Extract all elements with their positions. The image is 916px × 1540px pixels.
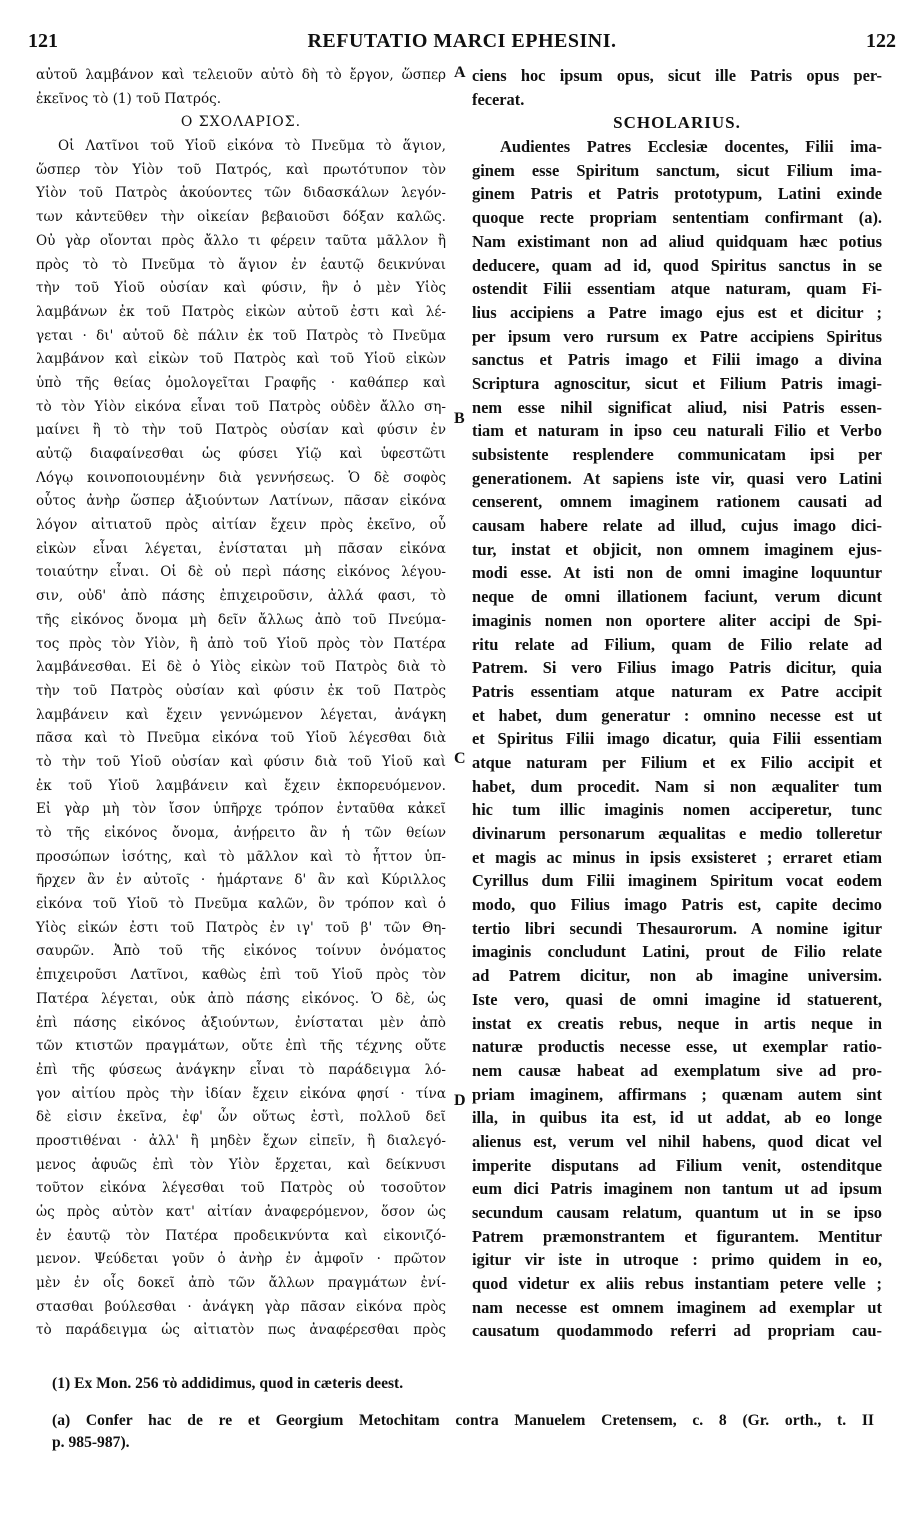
latin-heading: SCHOLARIUS. (613, 113, 741, 133)
greek-text-line: οὗτος ἀνὴρ ὥσπερ ἀξιούντων Λατίνων, πᾶσαν εἰκόνα (36, 493, 446, 510)
latin-text-line: divinarum personarum æqualitas e medio tolleretur (472, 824, 882, 843)
latin-text-line: et Spiritus Filii imago dicatur, quia Filii essentiam (472, 729, 882, 749)
latin-text-line: ginem esse Spiritum sanctum, sicut Filium ima- (472, 160, 882, 180)
latin-text-line: et magis ac minus in ipsis exsisteret ; erraret etiam (472, 847, 882, 867)
footnote-1-text: (1) Ex Mon. 256 τὸ addidimus, quod in cæteris deest. (52, 1375, 404, 1392)
latin-text-line: Nam existimant non ad aliud quidquam hæc potius (472, 231, 882, 251)
greek-text-line: λόγον αἰτιατοῦ πρὸς αἰτίαν ἔχειν πρὸς ἐκεῖνο, οὗ (36, 517, 446, 534)
greek-text-line: τοῦτον εἰκόνα λέγεσθαι τοῦ Πατρὸς οὐ τοσοῦτον (36, 1180, 446, 1197)
latin-text-line: generationem. At sapiens iste vir, quasi vero Latini (472, 468, 882, 488)
greek-text-line: ἐπιχειροῦσι Λατῖνοι, καθὼς ἐπὶ τοῦ Υἱοῦ πρὸς τὸν (36, 967, 446, 984)
greek-text-line: ὑπὸ τῆς θείας ὁμολογεῖται Γραφῆς · καθάπερ καὶ (36, 374, 446, 391)
footnote-a-line: p. 985-987). (52, 1434, 130, 1451)
greek-text-line: ὡς πρὸς αὐτὸν κατ' αἰτίαν ἀναφερόμενον, ὅσον ὡς (36, 1204, 446, 1220)
latin-text-line: Patrem. Si vero Filius imago Patris dicitur, quia (472, 658, 882, 678)
latin-text-line: habet, dum procedit. Nam si non æqualiter tum (472, 776, 882, 796)
latin-text-line: imaginis nomen non oportere aliter accipi de Spi- (472, 610, 882, 630)
latin-text-line: alienus est, verum vel nihil habens, quod dicat vel (472, 1131, 882, 1151)
latin-text-line: hic tum illic imaginis nomen acciperetur, tunc (472, 800, 882, 820)
latin-text-line: et habet, dum generatur : omnino necesse est ut (472, 705, 882, 725)
margin-mark-c: C (454, 750, 466, 767)
margin-mark-a: A (454, 64, 466, 81)
greek-text-line: μενος ἀφυῶς ἐπὶ τὸν Υἱὸν ἔρχεται, καὶ δείκνυσι (36, 1156, 446, 1173)
latin-text-line: imaginis concludunt Latini, prout de Filio relate (472, 942, 882, 962)
latin-text-line: deducere, quam ad id, quod Spiritus sanctus in se (472, 255, 882, 275)
page-number-left: 121 (28, 30, 58, 52)
latin-text-line: Patrem præmonstrantem et figurantem. Mentitur (472, 1226, 882, 1246)
latin-text-line: priam imaginem, affirmans ; quænam autem sint (472, 1084, 882, 1104)
greek-text-line: τὸ παράδειγμα ὡς αἰτιατὸν πως ἀναφέρεσθαι πρὸς (36, 1322, 446, 1339)
latin-intro-line: fecerat. (472, 89, 525, 109)
greek-text-line: των κἀντεῦθεν τὴν οἰκείαν βεβαιοῦσι δόξαν καλῶς. (36, 209, 446, 226)
latin-text-line: secundum causam relatum, quantum ut in se ipso (472, 1203, 882, 1222)
greek-text-line: προστιθέναι · ἀλλ' ἢ μηδὲν ἔχων εἰπεῖν, ἢ διαλεγό- (36, 1132, 446, 1149)
greek-text-line: Εἰ γὰρ μὴ τὸν ἴσον ὑπῆρχε τρόπον ἐνταῦθα κἀκεῖ (36, 801, 446, 818)
greek-text-line: τὸ τὴν τοῦ Υἱοῦ οὐσίαν καὶ φύσιν διὰ τοῦ Υἱοῦ καὶ (36, 753, 446, 770)
greek-text-line: Υἱὸν τοῦ Πατρὸς ἀκούοντες τῶν διδασκάλων λεγόν- (36, 185, 446, 202)
greek-text-line: μενον. Ψεύδεται γοῦν ὁ ἀνὴρ ἐν ἀμφοῖν · πρῶτον (36, 1251, 446, 1268)
latin-text-line: quod videtur ex aliis rebus instantiam petere velle ; (472, 1274, 882, 1294)
latin-text-line: sanctus et Patris imago et Filii imago a divina (472, 350, 882, 370)
latin-text-line: nem esse nihil significat aliud, nisi Patris essen- (472, 397, 882, 417)
greek-text-line: εἰκόνα τοῦ Υἱοῦ τὸ Πνεῦμα καλῶν, ὃν τρόπον καὶ ὁ (36, 896, 446, 913)
latin-text-line: tiam et naturam in ipso ceu naturali Filio et Verbo (472, 421, 882, 441)
latin-column (472, 64, 882, 1343)
latin-text-line: Audientes Patres Ecclesiæ docentes, Filii ima- (500, 137, 882, 157)
greek-text-line: στασθαι βούλεσθαι · ἀνάγκη γὰρ πᾶσαν εἰκόνα πρὸς (36, 1298, 446, 1315)
latin-text-line: Iste vero, quasi de omni imagine id statuerent, (472, 989, 882, 1009)
greek-text-line: τὴν τοῦ Υἱοῦ οὐσίαν καὶ φύσιν, ἣν ὁ μὲν Υἱὸς (36, 280, 446, 297)
greek-text-line: γεται · δι' αὐτοῦ δὲ πάλιν ἐκ τοῦ Πατρὸς τὸ Πνεῦμα (36, 327, 446, 344)
latin-text-line: Scriptura agnoscitur, sicut et Filium Patris imagi- (472, 373, 882, 393)
latin-text-line: igitur vir iste in utroque : primo quidem in eo, (472, 1250, 882, 1270)
greek-text-line: Πατέρα λέγεται, οὐκ ἀπὸ πάσης εἰκόνος. Ὁ δὲ, ὡς (36, 990, 446, 1007)
latin-text-line: tertio libri secundi Thesaurorum. A nomine igitur (472, 918, 882, 938)
latin-text-line: Cyrillus dum Filii imaginem Spiritum vocat eodem (472, 871, 882, 891)
greek-text-line: ὥσπερ τὸν Υἱὸν τοῦ Πατρός, καὶ πρωτότυπον τὸν (36, 161, 446, 178)
latin-text-line: instat ex creatis rebus, neque in artis neque in (472, 1013, 882, 1033)
latin-text-line: causatum quodammodo referri ad propriam cau- (472, 1321, 882, 1341)
greek-text-line: μαίνει ἢ τὸ τὴν τοῦ Πατρὸς οὐσίαν καὶ φύσιν ἐν (36, 422, 446, 439)
latin-text-line: tur, instat et objicit, non omnem imaginem ejus- (472, 539, 882, 559)
latin-text-line: ad Patrem dicitur, non ab imagine universim. (472, 966, 882, 986)
greek-text-line: τῆς εἰκόνος ὄνομα μὴ δεῖν ἄλλως ἀπὸ τοῦ Πνεύμα- (36, 611, 446, 628)
latin-text-line: eum dici Patris imaginem non tantum ut ad ipsum (472, 1179, 882, 1199)
latin-text-line: per ipsum vero rursum ex Patre accipiens Spiritus (472, 326, 882, 346)
latin-text-line: subsistente resplendere communicatam ipsi per (472, 445, 882, 464)
running-header (28, 30, 896, 60)
footnote-1 (52, 1373, 892, 1395)
greek-text-line: προσώπων ἰσότης, καὶ τὸ μᾶλλον καὶ τὸ ἧττον ὑπ- (36, 848, 446, 865)
greek-text-line: ἐπὶ τῆς φύσεως ἀνάγκην εἶναι τὸ παράδειγμα λό- (36, 1061, 446, 1078)
greek-text-line: τῶν κτιστῶν πραγμάτων, οὔτε ἐπὶ τῆς τέχνης οὔτε (36, 1038, 446, 1055)
greek-text-line: εἰκὼν εἶναι λέγεται, ἐνίσταται μὴ πᾶσαν εἰκόνα (36, 540, 446, 557)
latin-text-line: naturæ productis necesse esse, ut exemplar ratio- (472, 1037, 882, 1057)
page-number-right: 122 (866, 30, 896, 52)
latin-text-line: nam necesse est omnem imaginem ad exemplar ut (472, 1297, 882, 1317)
latin-text-line: modo, quo Filius imago Patris est, capite decimo (472, 895, 882, 915)
latin-text-line: lius accipiens a Patre imago ejus est et dicitur ; (472, 302, 882, 322)
latin-text-line: neque de omni illationem faciunt, verum dicunt (472, 587, 882, 607)
greek-text-line: τὸ τὸν Υἱὸν εἰκόνα εἶναι τοῦ Πατρὸς οὐδὲν ἄλλο ση- (36, 398, 446, 415)
greek-text-line: λαμβάνεσθαι. Εἰ δὲ ὁ Υἱὸς εἰκὼν τοῦ Πατρὸς διὰ τὸ (36, 659, 446, 676)
greek-text-line: λαμβάνειν καὶ ἔχειν γεννώμενον λέγεται, ἀνάγκη (36, 706, 446, 723)
greek-text-line: σιν, οὐδ' ἀπὸ πάσης ἐπιχειροῦσιν, ἀλλά φασι, τὸ (36, 588, 446, 605)
footnote-a (52, 1410, 874, 1454)
greek-text-line: ἐν ἑαυτῷ τὸν Πατέρα προδεικνύντα καὶ εἰκονιζό- (36, 1227, 446, 1244)
greek-text-line: Υἱὸς εἰκών ἐστι τοῦ Πατρὸς ἐν ιγ' τοῦ β' τῶν Θη- (36, 919, 446, 936)
greek-text-line: ἐπὶ πάσης εἰκόνος ἀξιούντων, ἐνίσταται μὲν ἀπὸ (36, 1014, 446, 1031)
greek-text-line: τὸ τῆς εἰκόνος ὄνομα, ἀνῄρειτο ἂν ἡ τῶν θείων (36, 825, 446, 841)
greek-text-line: Οἱ Λατῖνοι τοῦ Υἱοῦ εἰκόνα τὸ Πνεῦμα τὸ ἅγιον, (58, 138, 446, 155)
latin-text-line: censerent, omnem imaginem rationem causati ad (472, 492, 882, 512)
latin-intro-line: ciens hoc ipsum opus, sicut ille Patris opus per- (472, 66, 882, 85)
greek-text-line: Λόγῳ κοινοποιουμένην διὰ γεννήσεως. Ὁ δὲ σοφὸς (36, 469, 446, 486)
greek-text-line: ἐκ τοῦ Υἱοῦ λαμβάνειν καὶ ἔχειν ἐκπορευόμενον. (36, 777, 446, 794)
running-title: REFUTATIO MARCI EPHESINI. (307, 30, 617, 52)
greek-intro-line: ἐκεῖνος τὸ (1) τοῦ Πατρός. (36, 90, 222, 107)
greek-text-line: λαμβάνων ἐκ τοῦ Πατρὸς εἰκὼν αὐτοῦ ἐστι καὶ λέ- (36, 303, 446, 320)
greek-column (36, 64, 446, 1343)
greek-text-line: Οὐ γὰρ οἴονται πρὸς ἄλλο τι φέρειν ταῦτα μᾶλλον ἢ (36, 232, 446, 249)
greek-text-line: ῆρχεν ἂν ἐν αὐτοῖς · ἡμάρτανε δ' ἂν καὶ Κύριλλος (36, 872, 446, 889)
latin-text-line: modi esse. At isti non de omni imagine loquuntur (472, 563, 882, 583)
greek-text-line: τοιαύτην εἶναι. Οἱ δὲ οὐ περὶ πάσης εἰκόνος λέγου- (36, 564, 446, 581)
latin-text-line: illa, in quibus ita est, id ut addat, ab eo longe (472, 1108, 882, 1128)
latin-text-line: ginem Patris et Patris prototypum, Latini exinde (472, 184, 882, 204)
margin-mark-b: B (454, 410, 465, 427)
greek-text-line: πρὸς τὸ τὸ Πνεῦμα τὸ ἅγιον ἐν ἑαυτῷ δεικνύναι (36, 256, 446, 273)
greek-text-line: γον αἰτίου πρὸς τὴν ἰδίαν ἔχειν εἰκόνα φησί · τίνα (36, 1085, 446, 1102)
margin-mark-d: D (454, 1092, 466, 1109)
greek-heading: Ο ΣΧΟΛΑΡΙΟΣ. (180, 114, 302, 131)
latin-text-line: atque naturam per Filium et ex Filio accipit et (472, 752, 882, 772)
greek-text-line: τὴν τοῦ Πατρὸς οὐσίαν καὶ φύσιν ἐκ τοῦ Πατρὸς (36, 682, 446, 699)
greek-text-line: τος πρὸς τὸν Υἱὸν, ἢ ἀπὸ τοῦ Υἱοῦ πρὸς τὸν Πατέρα (36, 635, 446, 652)
greek-text-line: αὐτῷ διαφαίνεσθαι ὡς φύσει Υἱῷ καὶ ὑφεστῶτι (36, 446, 446, 462)
greek-text-line: μὲν ἐν οἷς δοκεῖ ἀπὸ τῶν ἄλλων πραγμάτων ἐνί- (36, 1275, 446, 1292)
footnote-a-line: (a) Confer hac de re et Georgium Metochitam contra Manuelem Cretensem, c. 8 (Gr. orth., t. II (52, 1412, 874, 1429)
greek-intro-line: αὐτοῦ λαμβάνον καὶ τελειοῦν αὐτὸ δὴ τὸ ἔργον, ὥσπερ (36, 67, 446, 83)
greek-text-line: πᾶσα καὶ τὸ Πνεῦμα εἰκόνα τοῦ Υἱοῦ λέγεσθαι διὰ (36, 730, 446, 747)
latin-text-line: ostendit Filii essentiam atque naturam, quam Fi- (472, 279, 882, 299)
latin-text-line: nem causæ habeat ad exemplatum sive ad pro- (472, 1060, 882, 1080)
latin-text-line: Patris essentiam atque naturam ex Patre accipit (472, 681, 882, 701)
latin-text-line: imperite disputans ad Filium venit, ostenditque (472, 1155, 882, 1175)
latin-text-line: causam habere relate ad illud, cujus imago dici- (472, 516, 882, 536)
greek-text-line: σαυρῶν. Ἀπὸ τοῦ τῆς εἰκόνος τοίνυν ὀνόματος (36, 943, 446, 960)
latin-text-line: ritu relate ad Filium, quam de Filio relate ad (472, 634, 882, 654)
latin-text-line: quoque recte propriam sententiam confirmant (a). (472, 208, 882, 228)
greek-text-line: δὲ εἰσιν ἐκεῖνα, ἐφ' ὧν οὕτως ἐστὶ, πολλοῦ δεῖ (36, 1109, 446, 1126)
greek-text-line: λαμβάνον καὶ εἰκὼν τοῦ Πατρὸς καὶ τοῦ Υἱοῦ εἰκὼν (36, 351, 446, 368)
